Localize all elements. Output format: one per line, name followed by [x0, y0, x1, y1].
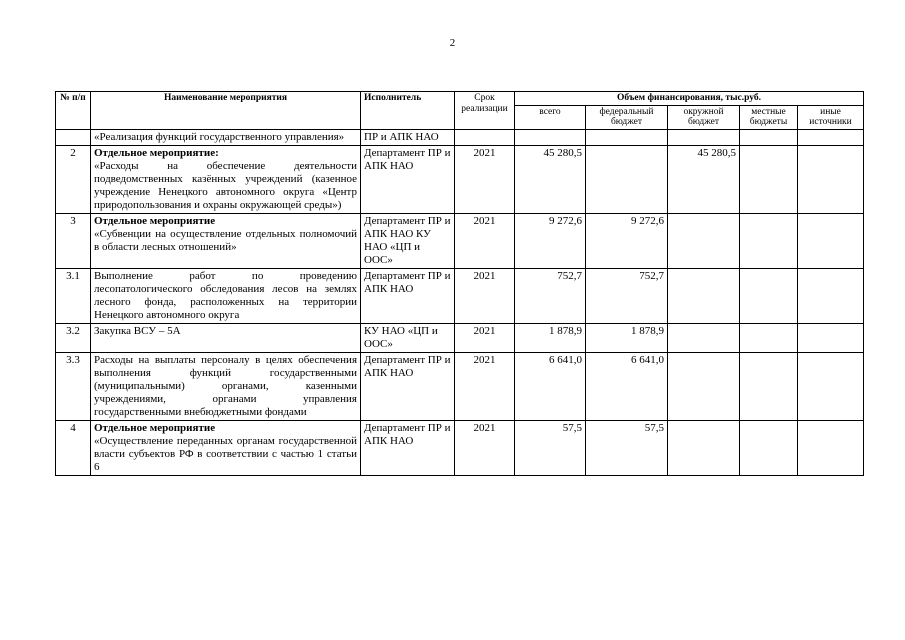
- row-executor: Департамент ПР и АПК НАО КУ НАО «ЦП и ООС»: [361, 213, 455, 268]
- row-term: 2021: [455, 323, 515, 352]
- row-desc: Выполнение работ по проведению лесопатологического обследования лесов на землях лесного фонда, расположенных на территории Ненецкого автономного округа: [94, 269, 357, 321]
- row-district: 45 280,5: [668, 145, 740, 213]
- funding-table: [55, 91, 864, 476]
- row-num: [56, 129, 91, 145]
- row-district: [668, 420, 740, 475]
- table-row: [56, 129, 864, 145]
- row-title: Отдельное мероприятие:: [94, 146, 219, 159]
- table-row: [56, 323, 864, 352]
- row-term: [455, 129, 515, 145]
- row-name: [91, 352, 361, 420]
- table-row: [56, 213, 864, 268]
- table-row: [56, 420, 864, 475]
- row-total: 57,5: [515, 420, 586, 475]
- row-num: 2: [56, 145, 91, 213]
- row-executor: Департамент ПР и АПК НАО: [361, 420, 455, 475]
- row-other: [798, 323, 864, 352]
- page-number: 2: [449, 37, 456, 49]
- row-other: [798, 352, 864, 420]
- header-local: местные бюджеты: [740, 105, 798, 129]
- row-name: [91, 323, 361, 352]
- row-desc: Расходы на выплаты персоналу в целях обеспечения выполнения функций государственными (муниципальными) органами, казенными учреждениями, органами управления государственными внебюджетными фондами: [94, 353, 357, 418]
- row-total: 6 641,0: [515, 352, 586, 420]
- row-district: [668, 268, 740, 323]
- row-title: Отдельное мероприятие: [94, 421, 216, 434]
- row-desc: Закупка ВСУ – 5А: [94, 324, 181, 337]
- row-other: [798, 145, 864, 213]
- row-desc: «Субвенции на осуществление отдельных полномочий в области лесных отношений»: [94, 227, 357, 253]
- row-federal: [586, 145, 668, 213]
- header-row: [56, 92, 864, 106]
- row-num: 3.3: [56, 352, 91, 420]
- row-other: [798, 420, 864, 475]
- row-desc: «Реализация функций государственного управления»: [94, 130, 345, 143]
- header-name: Наименование мероприятия: [91, 92, 361, 130]
- row-other: [798, 129, 864, 145]
- row-district: [668, 323, 740, 352]
- row-total: 1 878,9: [515, 323, 586, 352]
- row-total: [515, 129, 586, 145]
- row-federal: [586, 129, 668, 145]
- row-executor: КУ НАО «ЦП и ООС»: [361, 323, 455, 352]
- row-name: [91, 129, 361, 145]
- row-local: [740, 129, 798, 145]
- header-federal: федеральный бюджет: [586, 105, 668, 129]
- header-executor: Исполнитель: [361, 92, 455, 130]
- header-other: иные источники: [798, 105, 864, 129]
- row-total: 9 272,6: [515, 213, 586, 268]
- row-local: [740, 323, 798, 352]
- row-local: [740, 268, 798, 323]
- header-funding: Объем финансирования, тыс.руб.: [515, 92, 864, 106]
- row-total: 45 280,5: [515, 145, 586, 213]
- table-row: [56, 352, 864, 420]
- row-num: 4: [56, 420, 91, 475]
- row-executor: Департамент ПР и АПК НАО: [361, 352, 455, 420]
- header-district: окружной бюджет: [668, 105, 740, 129]
- row-term: 2021: [455, 145, 515, 213]
- row-local: [740, 213, 798, 268]
- row-desc: «Расходы на обеспечение деятельности подведомственных казённых учреждений (казенное учреждение Ненецкого автономного округа «Центр природопользования и охраны окружающей среды»): [94, 159, 357, 211]
- header-term: Срок реализации: [455, 92, 515, 130]
- row-term: 2021: [455, 352, 515, 420]
- row-district: [668, 213, 740, 268]
- table-row: [56, 145, 864, 213]
- row-executor: Департамент ПР и АПК НАО: [361, 145, 455, 213]
- row-num: 3: [56, 213, 91, 268]
- row-total: 752,7: [515, 268, 586, 323]
- header-total: всего: [515, 105, 586, 129]
- row-title: Отдельное мероприятие: [94, 214, 216, 227]
- row-executor: ПР и АПК НАО: [361, 129, 455, 145]
- row-federal: 6 641,0: [586, 352, 668, 420]
- row-other: [798, 268, 864, 323]
- row-term: 2021: [455, 213, 515, 268]
- row-federal: 752,7: [586, 268, 668, 323]
- row-federal: 57,5: [586, 420, 668, 475]
- row-num: 3.1: [56, 268, 91, 323]
- row-district: [668, 352, 740, 420]
- row-local: [740, 145, 798, 213]
- row-name: [91, 213, 361, 268]
- table-row: [56, 268, 864, 323]
- row-term: 2021: [455, 268, 515, 323]
- row-name: [91, 420, 361, 475]
- row-name: [91, 268, 361, 323]
- row-name: [91, 145, 361, 213]
- row-federal: 9 272,6: [586, 213, 668, 268]
- row-local: [740, 420, 798, 475]
- header-num: № п/п: [56, 92, 91, 130]
- row-district: [668, 129, 740, 145]
- row-local: [740, 352, 798, 420]
- row-federal: 1 878,9: [586, 323, 668, 352]
- row-executor: Департамент ПР и АПК НАО: [361, 268, 455, 323]
- row-num: 3.2: [56, 323, 91, 352]
- row-other: [798, 213, 864, 268]
- row-desc: «Осуществление переданных органам государственной власти субъектов РФ в соответствии с частью 1 статьи 6: [94, 434, 357, 473]
- row-term: 2021: [455, 420, 515, 475]
